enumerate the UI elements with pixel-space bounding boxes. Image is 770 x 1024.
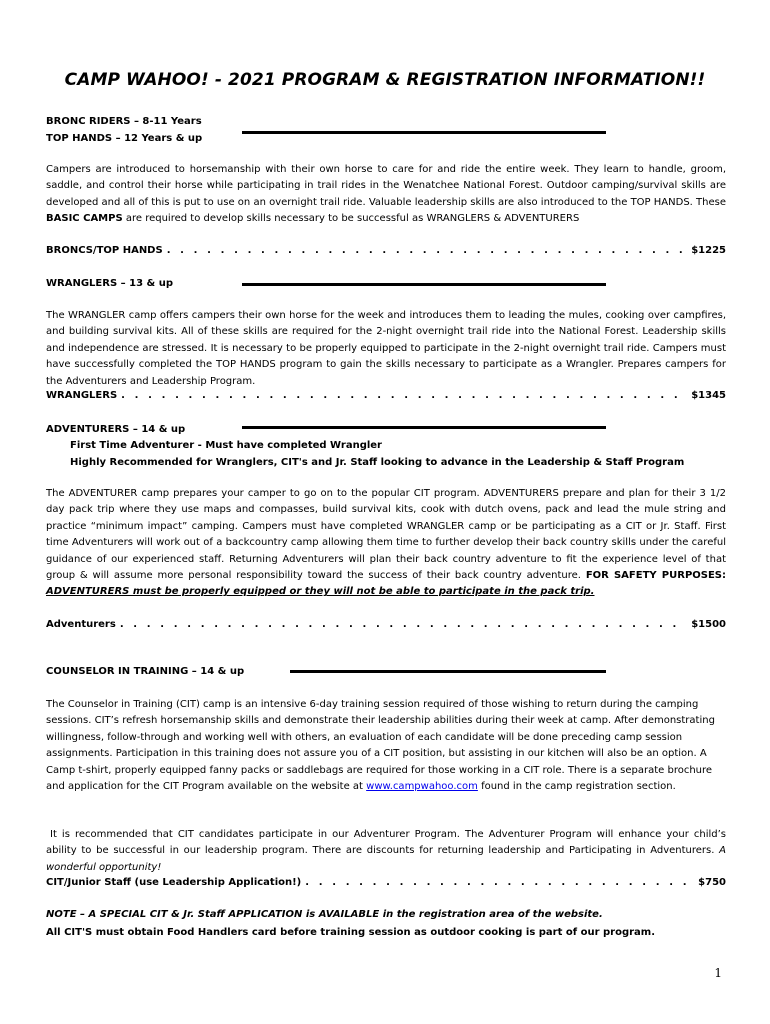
cit-heading: COUNSELOR IN TRAINING – 14 & up: [46, 666, 245, 677]
price-label: WRANGLERS: [46, 390, 118, 401]
section-divider: [242, 283, 606, 286]
cit-recommendation: It is recommended that CIT candidates participate in our Adventurer Program. The Adventurer Program will enhance your child’s ability to be successful in our leadership program. There are discounts for returning leadership and Participating in Adventurers. A wonderful opportunity!: [46, 829, 726, 873]
adventurers-description: The ADVENTURER camp prepares your camper to go on to the popular CIT program. ADVENTURERS prepare and plan for their 3 1/2 day pack trip where they use maps and compasses, build survival kits, cook with dutch ovens, pack and lead the mule string and practice “minimum impact” camping. Campers must have completed WRANGLER camp or be participating as a CIT or Jr. Staff. First time Adventurers will work out of a backcountry camp allowing them time to further develop their back country skills under the careful guidance of our experienced staff. Returning Adventurers will plan their back country adventure to fit the experience level of that group & will assume more personal responsibility toward the success of their back country adventure. FOR SAFETY PURPOSES: ADVENTURERS must be properly equipped or they will not be able to participate in the pack trip.: [46, 488, 727, 598]
adventurers-recommendation: Highly Recommended for Wranglers, CIT's and Jr. Staff looking to advance in the Leadership & Staff Program: [70, 457, 685, 468]
website-link[interactable]: www.campwahoo.com: [366, 781, 478, 793]
dot-leader: [305, 877, 694, 888]
note-special-application: NOTE – A SPECIAL CIT & Jr. Staff APPLICATION is AVAILABLE in the registration area of the website.: [46, 909, 603, 920]
price-value: $1500: [691, 619, 726, 630]
broncs-price-line: [46, 245, 726, 256]
adventurers-heading: ADVENTURERS – 14 & up: [46, 424, 186, 435]
adventurers-prerequisite: First Time Adventurer - Must have completed Wrangler: [70, 440, 382, 451]
section-divider: [242, 131, 606, 134]
note-food-handlers: All CIT'S must obtain Food Handlers card before training session as outdoor cooking is part of our program.: [46, 927, 655, 938]
cit-description: The Counselor in Training (CIT) camp is an intensive 6-day training session required of those wishing to return during the camping sessions. CIT’s refresh horsemanship skills and demonstrate their leadership abilities during their week at camp. After demonstrating willingness, follow-through and working well with others, an evaluation of each candidate will be done preceding camp session assignments. Participation in this training does not assure you of a CIT position, but assisting in our kitchen will also be an option. A Camp t-shirt, properly equipped fanny packs or saddlebags are required for those working in a CIT role. There is a separate brochure and application for the CIT Program available on the website at www.campwahoo.com found in the camp registration section.: [46, 699, 715, 793]
wranglers-heading: WRANGLERS – 13 & up: [46, 278, 173, 289]
dot-leader: [167, 245, 688, 256]
price-label: BRONCS/TOP HANDS: [46, 245, 163, 256]
bronc-riders-heading: BRONC RIDERS – 8-11 Years: [46, 116, 202, 127]
dot-leader: [120, 619, 679, 630]
top-hands-heading: TOP HANDS – 12 Years & up: [46, 133, 203, 144]
section-divider: [242, 426, 606, 429]
price-label: Adventurers: [46, 619, 116, 630]
cit-price-line: [46, 877, 726, 888]
page-number: 1: [714, 966, 722, 980]
dot-leader: [121, 390, 687, 401]
adventurers-price-line: [46, 619, 726, 630]
broncs-description: Campers are introduced to horsemanship with their own horse to care for and ride the entire week. They learn to handle, groom, saddle, and control their horse while participating in trail rides in the Wenatchee National Forest. Outdoor camping/survival skills are developed and all of this is put to use on an overnight trail ride. Valuable leadership skills are also introduced to the TOP HANDS. These BASIC CAMPS are required to develop skills necessary to be successful as WRANGLERS & ADVENTURERS: [46, 164, 726, 225]
section-divider: [290, 670, 606, 673]
wranglers-description: The WRANGLER camp offers campers their own horse for the week and introduces them to leading the mules, cooking over campfires, and building survival kits. All of these skills are required for the 2-night overnight trail ride into the National Forest. Leadership skills and independence are stressed. It is necessary to be properly equipped to participate in the 2-night overnight trail ride. Campers must have successfully completed the TOP HANDS program to gain the skills necessary to participate as a Wrangler. Prepares campers for the Adventurers and Leadership Program.: [46, 310, 726, 387]
price-value: $1225: [691, 245, 726, 256]
wranglers-price-line: [46, 390, 726, 401]
price-label: CIT/Junior Staff (use Leadership Application!): [46, 877, 302, 888]
price-value: $1345: [691, 390, 726, 401]
page-title: CAMP WAHOO! - 2021 PROGRAM & REGISTRATION INFORMATION!!: [64, 70, 706, 90]
price-value: $750: [698, 877, 726, 888]
